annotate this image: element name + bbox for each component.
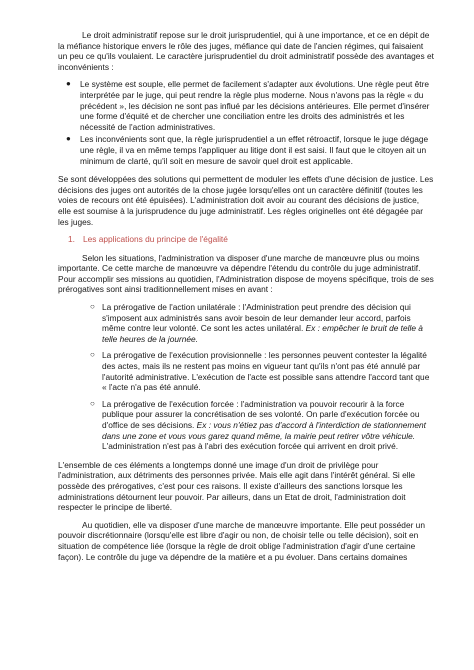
bullet-icon: ● [66,134,71,144]
paragraph-privilege: L'ensemble de ces éléments a longtemps donné une image d'un droit de privilège pour l'administration, aux détriments des personnes privée. Mais elle agit dans l'intérêt général. Si elle possède des prérogatives, c'est pour ces raisons. Il existe d'ailleurs des sanctions lorsque les administrations détournent leur pouvoir. Par ailleurs, dans un Etat de droit, l'administration doit respecter le principe de liberté. [58,459,416,513]
bullet-list-pros-cons [58,79,434,166]
list-item: ○ La prérogative de l'action unilatérale : l'Administration peut prendre des décision qui s'imposent aux administrés sans avoir besoin de leur demander leur accord, parfois même contre leur volonté. Ce sont les actes unilatéral. Ex : empêcher le bruit de telle à telle heures de la journée. [90,302,423,344]
list-item: ● Les inconvénients sont que, la règle jurisprudentiel a un effet rétroactif, lorsque le juge dégage une règle, il va en même temps l'appliquer au litige dont il est saisi. Il faut que le citoyen ait un minimum de clarté, qu'il soit en mesure de savoir quel droit est applicable. [66,134,429,166]
section-heading [68,234,434,245]
hollow-bullet-icon: ○ [90,398,95,408]
list-item: ● Le système est souple, elle permet de facilement s'adapter aux évolutions. Une règle peut être interprétée par le juge, qui peut rendre la règle plus moderne. Nous n'avons pas la règle « du précédent », les décision ne sont pas influé par les décisions antérieures. Elle permet d'insérer une forme d'équité et de chercher une conciliation entre les droits des administrés et les nécessité de l'action administratives. [66,79,430,132]
bullet-icon: ● [66,79,71,89]
sub-list-prerogatives [58,302,434,452]
paragraph-situations: Selon les situations, l'administration va disposer d'une marche de manœuvre plus ou moins importante. Ce cette marche de manœuvre va dépendre l'étendu du contrôle du juge administratif. Pour accomplir ses missions au quotidien, l'Administration dispose de moyens spécifique, trois de ses prérogatives sont ainsi traditionnellement mises en avant : [58,252,434,295]
paragraph-solutions: Se sont développées des solutions qui permettent de moduler les effets d'une décision de justice. Les décisions des juges ont autorités de la chose jugée lorsqu'elles ont un caractère définitif (toutes les voies de recours ont été épuisées). L'administration doit avoir au courant des décisions de justice, elle est soumise à la jurisprudence du juge administratif. Les règles originelles ont été dégagée par les juges. [58,174,434,227]
example-text: Ex : empêcher le bruit de telle à telle heures de la journée. [102,323,423,344]
hollow-bullet-icon: ○ [90,350,95,360]
list-item: ○ La prérogative de l'exécution forcée : l'administration va pouvoir recourir à la force publique pour assurer la concrétisation de ses volonté. On parle d'exécution forcée ou d'office de ses décisions. Ex : vous n'étiez pas d'accord à l'interdiction de stationnement dans une zone et vous vous garez quand même, la mairie peut retirer vôtre véhicule. L'administration n'est pas à l'abri des exécution forcée qui arrivent en droit privé. [90,398,426,452]
list-item: ○ La prérogative de l'exécution provisionnelle : les personnes peuvent contester la légalité des actes, mais ils ne restent pas moins en vigueur tant qu'ils n'ont pas été annulé par l'autorité administrative. L'exécution de l'acte est possible sans attendre l'accord tant que « l'acte n'a pas été annulé. [90,350,430,393]
heading-text: Les applications du principe de l'égalité [82,234,228,245]
heading-number: 1. [68,234,75,245]
hollow-bullet-icon: ○ [90,302,95,312]
paragraph-intro: Le droit administratif repose sur le droit jurisprudentiel, qui à une importance, et ce en dépit de la méfiance historique envers le rôle des juges, méfiance qui date de l'ancien régimes, qui faisaient un peu ce qu'ils voulaient. Le caractère jurisprudentiel du droit administratif possède des avantages et inconvénients : [58,30,434,72]
example-text: Ex : vous n'étiez pas d'accord à l'interdiction de stationnement dans une zone et vous vous garez quand même, la mairie peut retirer vôtre véhicule. [102,420,426,441]
paragraph-quotidien: Au quotidien, elle va disposer d'une marche de manœuvre importante. Elle peut posséder un pouvoir discrétionnaire (lorsqu'elle est libre d'agir ou non, de choisir telle ou telle décision), soit en situation de compétence liée (lorsque la règle de droit oblige l'administration d'agir d'une certaine façon). Le contrôle du juge va dépendre de la matière et a pu évoluer. Dans certains domaines [58,519,425,562]
